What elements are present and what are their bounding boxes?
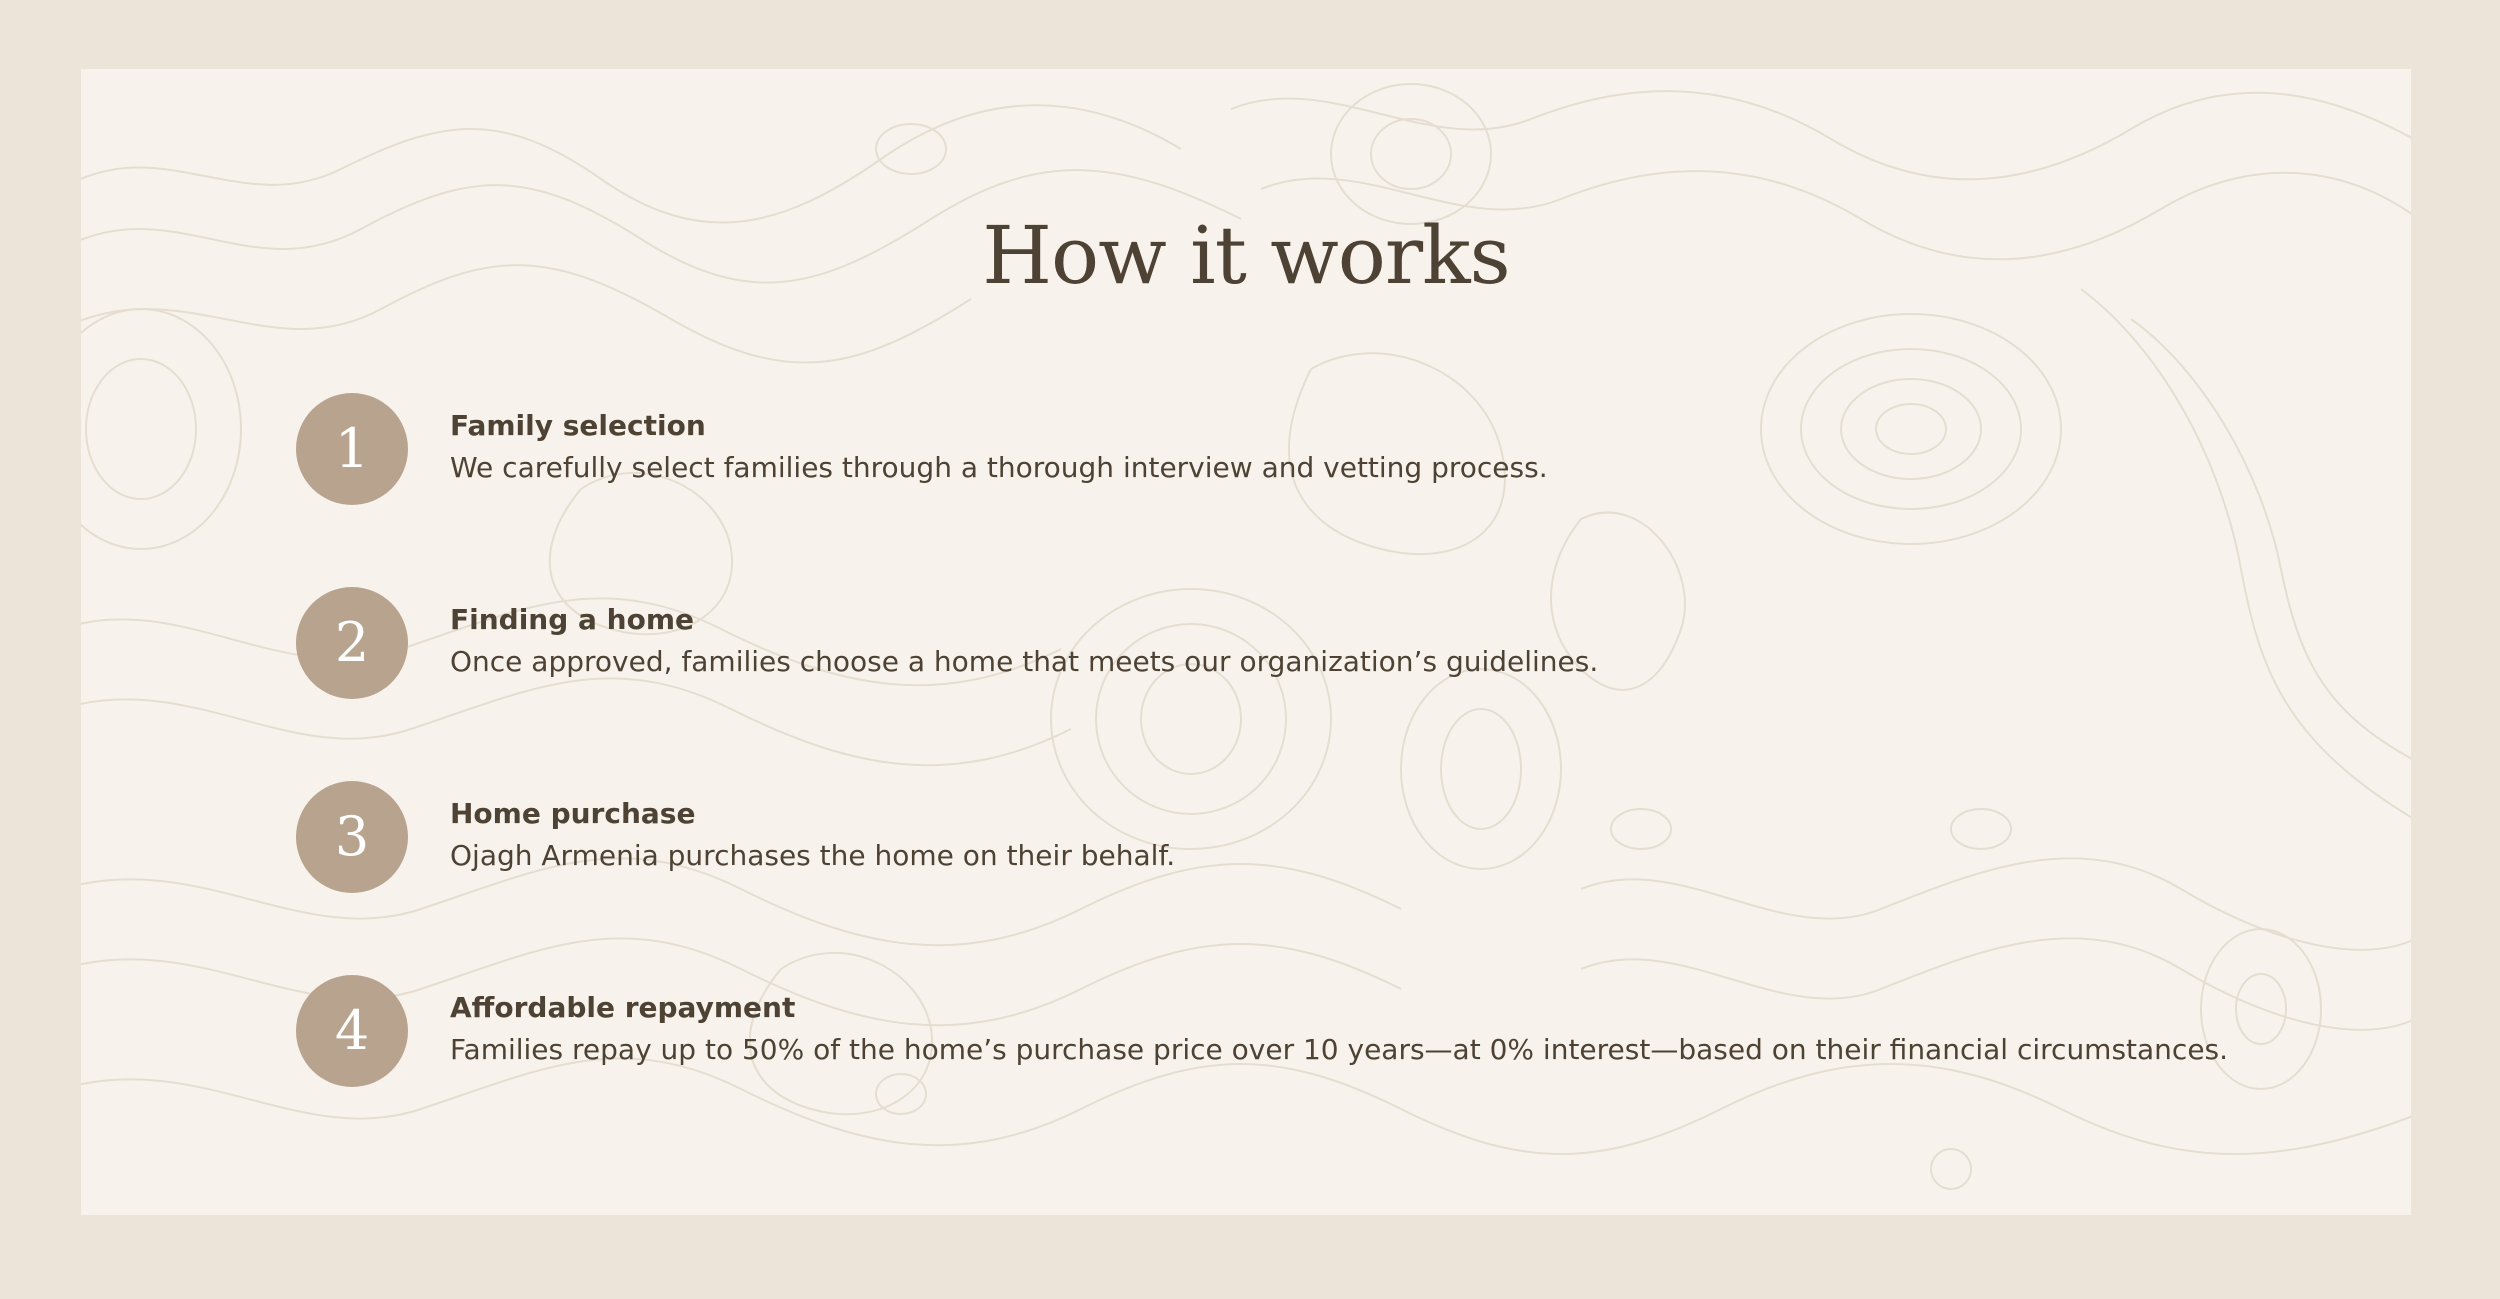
step-number-badge: 4 (296, 975, 408, 1087)
step-item (296, 393, 2296, 505)
step-description: Families repay up to 50% of the home’s purchase price over 10 years—at 0% interest—based on their financial circumstances. (450, 1033, 2229, 1066)
step-number-badge: 3 (296, 781, 408, 893)
step-item (296, 781, 2296, 893)
step-title: Home purchase (450, 797, 696, 830)
step-item (296, 975, 2296, 1087)
section-title: How it works (982, 209, 1510, 302)
step-title: Family selection (450, 409, 706, 442)
step-title: Affordable repayment (450, 991, 796, 1024)
step-description: Once approved, families choose a home that meets our organization’s guidelines. (450, 645, 1599, 678)
how-it-works-section (81, 69, 2411, 1215)
step-number-badge: 1 (296, 393, 408, 505)
step-number-badge: 2 (296, 587, 408, 699)
step-item (296, 587, 2296, 699)
step-title: Finding a home (450, 603, 695, 636)
step-description: We carefully select families through a thorough interview and vetting process. (450, 451, 1548, 484)
step-description: Ojagh Armenia purchases the home on their behalf. (450, 839, 1176, 872)
